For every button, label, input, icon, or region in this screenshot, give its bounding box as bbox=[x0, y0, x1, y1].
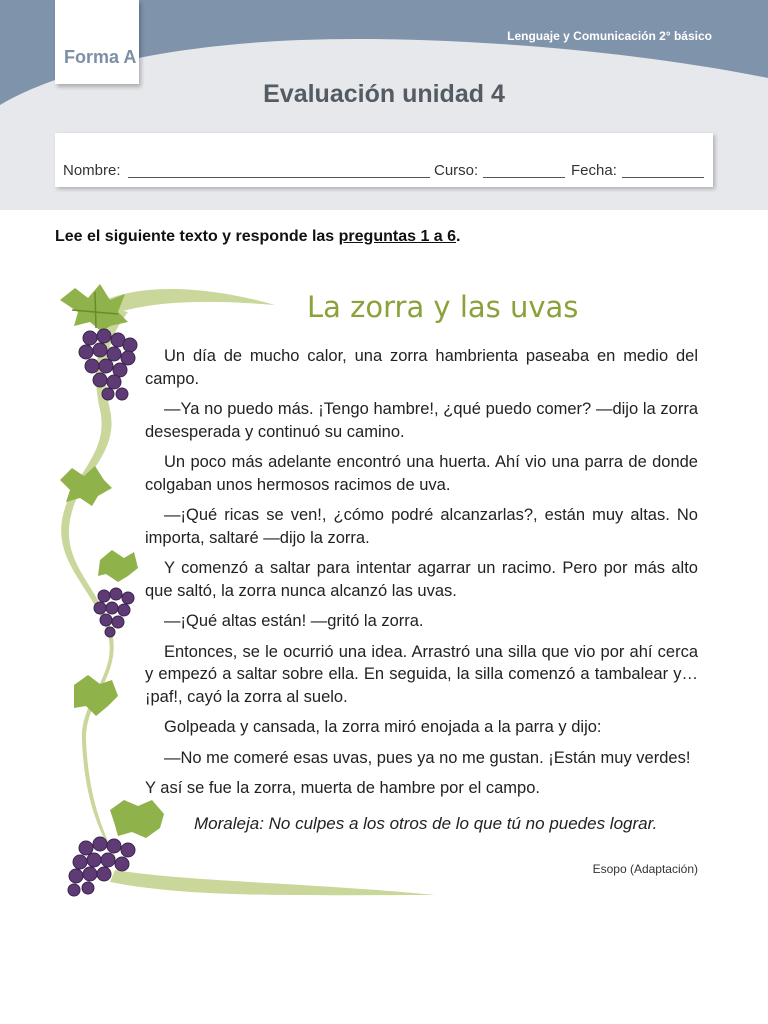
leaf-icon bbox=[98, 550, 138, 582]
story-paragraph: Un día de mucho calor, una zorra hambrienta paseaba en medio del campo. bbox=[145, 347, 698, 388]
grapes-icon bbox=[79, 329, 137, 400]
subject-label: Lenguaje y Comunicación 2° básico bbox=[507, 29, 712, 43]
form-label: Forma A bbox=[64, 47, 137, 67]
student-info-box bbox=[55, 133, 713, 187]
story-moral: Moraleja: No culpes a los otros de lo que tú no puedes lograr. bbox=[194, 814, 658, 833]
course-line bbox=[483, 177, 565, 178]
instructions-text: Lee el siguiente texto y responde las bbox=[55, 228, 339, 245]
story-source: Esopo (Adaptación) bbox=[592, 862, 698, 876]
grapes-icon bbox=[94, 588, 134, 637]
story-paragraph: Entonces, se le ocurrió una idea. Arrastró una silla que vio por ahí cerca y empezó a saltar sobre ella. En seguida, la silla comenzó a tambalear y… ¡paf!, cayó la zorra al suelo. bbox=[145, 642, 698, 706]
date-label: Fecha: bbox=[571, 162, 617, 179]
grapes-icon bbox=[68, 837, 135, 896]
story-paragraph: Y así se fue la zorra, muerta de hambre por el campo. bbox=[145, 779, 540, 797]
course-label: Curso: bbox=[434, 162, 479, 179]
instructions-questions: preguntas 1 a 6 bbox=[338, 228, 457, 245]
story-paragraph: Un poco más adelante encontró una huerta. Ahí vio una parra de donde colgaban unos hermosos racimos de uva. bbox=[145, 453, 698, 494]
story-paragraph: —No me comeré esas uvas, pues ya no me gustan. ¡Están muy verdes! bbox=[164, 748, 691, 767]
story-paragraph: Y comenzó a saltar para intentar agarrar un racimo. Pero por más alto que saltó, la zorra nunca alcanzó las uvas. bbox=[145, 559, 698, 600]
name-label: Nombre: bbox=[63, 162, 121, 179]
story-paragraph: —Ya no puedo más. ¡Tengo hambre!, ¿qué puedo comer? —dijo la zorra desesperada y continuó su camino. bbox=[145, 400, 698, 441]
page-title: Evaluación unidad 4 bbox=[263, 80, 505, 108]
date-line bbox=[622, 177, 704, 178]
story-paragraph: —¡Qué altas están! —gritó la zorra. bbox=[164, 612, 424, 630]
story-paragraph: Golpeada y cansada, la zorra miró enojada a la parra y dijo: bbox=[164, 718, 602, 736]
story-body bbox=[145, 345, 698, 808]
story-paragraph: —¡Qué ricas se ven!, ¿cómo podré alcanzarlas?, están muy altas. No importa, saltaré —dijo la zorra. bbox=[145, 506, 698, 547]
instructions-end: . bbox=[456, 228, 461, 245]
instructions bbox=[55, 228, 460, 246]
leaf-icon bbox=[74, 675, 118, 716]
form-tab bbox=[55, 0, 139, 84]
name-line bbox=[128, 177, 430, 178]
story-title: La zorra y las uvas bbox=[307, 290, 579, 324]
